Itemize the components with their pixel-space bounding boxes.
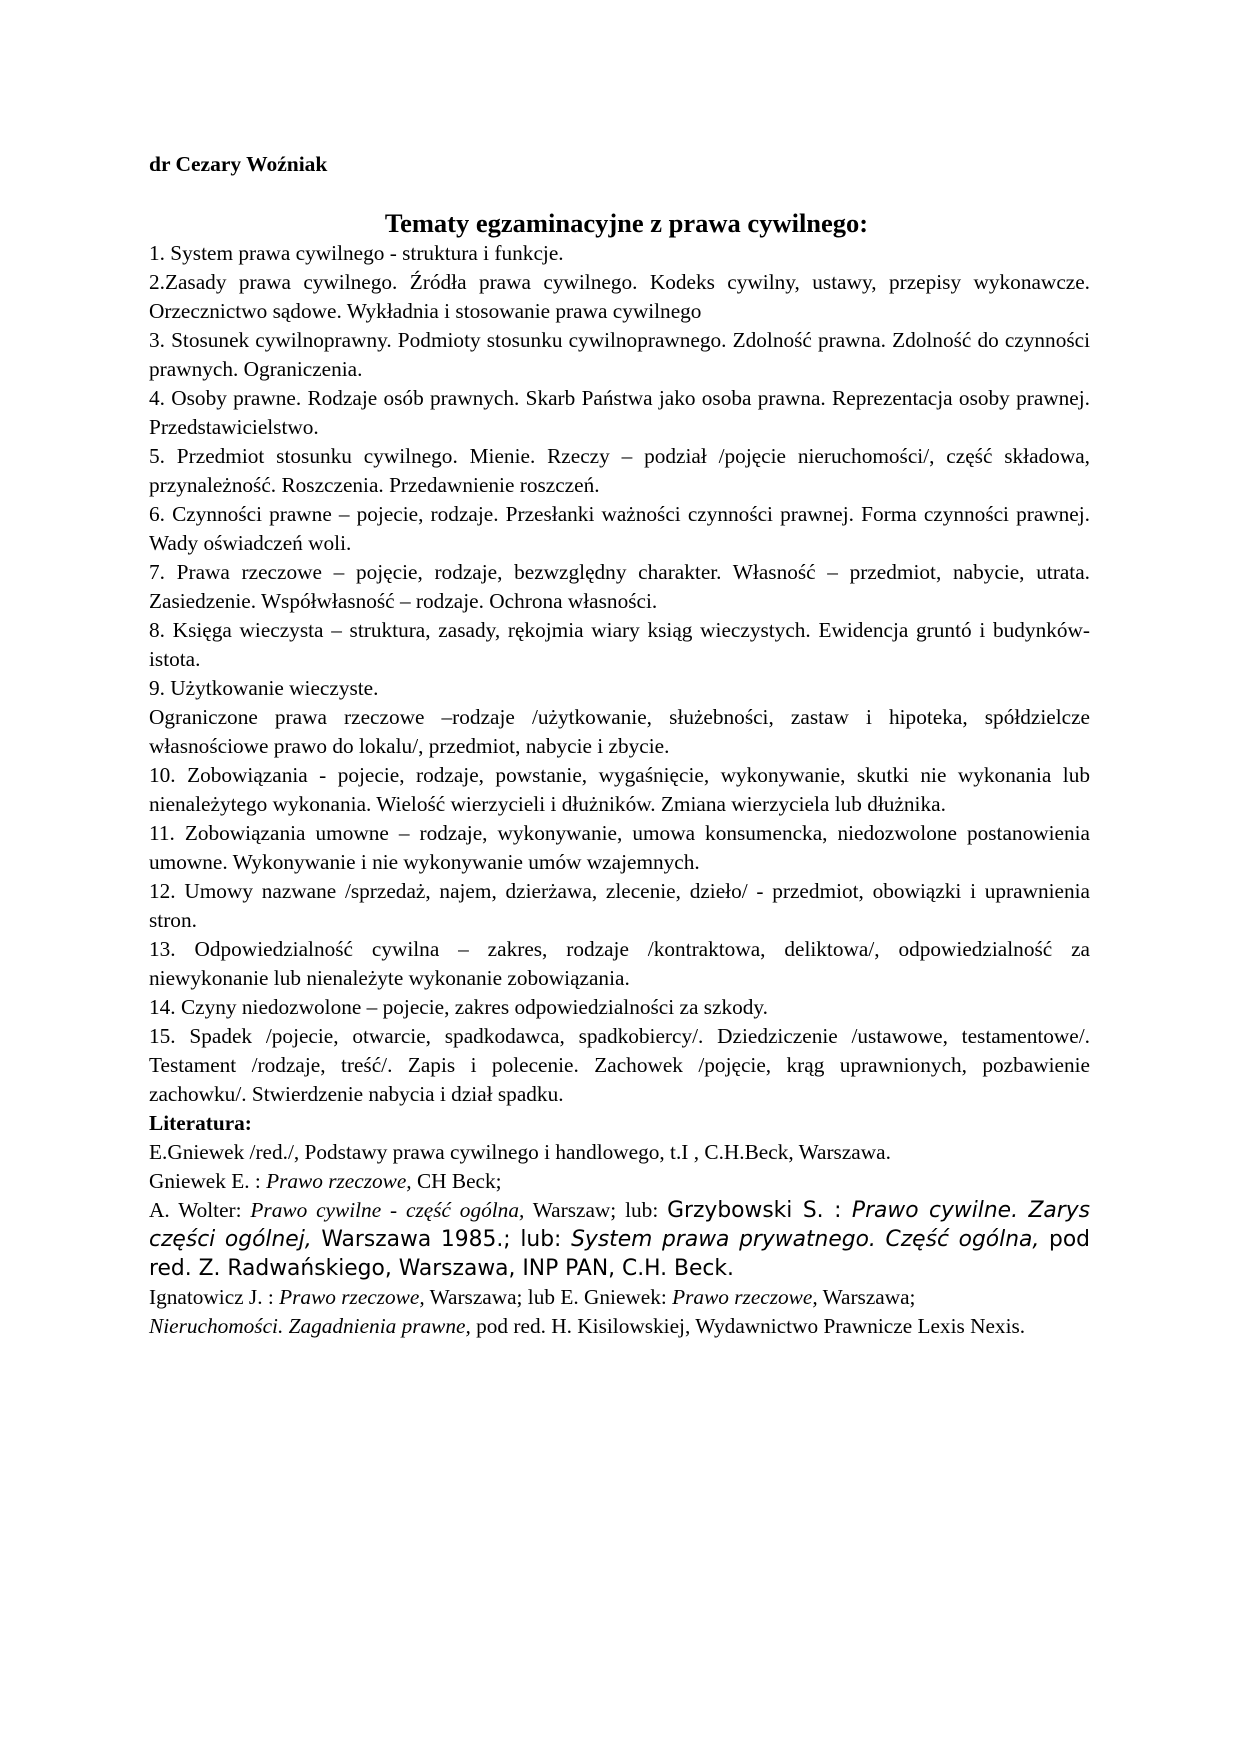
topic-item: 6. Czynności prawne – pojecie, rodzaje. Przesłanki ważności czynności prawnej. Forma czynności prawnej. Wady oświadczeń woli. <box>149 502 1090 555</box>
literature-heading: Literatura: <box>149 1111 252 1135</box>
literature-title: Prawo rzeczowe, <box>266 1169 412 1193</box>
topic-item: 7. Prawa rzeczowe – pojęcie, rodzaje, bezwzględny charakter. Własność – przedmiot, nabycie, utrata. Zasiedzenie. Współwłasność – rodzaje. Ochrona własności. <box>149 560 1090 613</box>
literature-title: System prawa prywatnego. Część ogólna, <box>571 1227 1040 1252</box>
literature-text: Warszawa 1985.; lub: <box>311 1227 572 1252</box>
literature-title: Prawo rzeczowe, <box>279 1285 425 1309</box>
literature-title: Prawo rzeczowe, <box>672 1285 818 1309</box>
topics-list <box>149 239 1090 1109</box>
literature-text: Warszawa; lub E. Gniewek: <box>424 1285 673 1309</box>
topic-item: 2.Zasady prawa cywilnego. Źródła prawa cywilnego. Kodeks cywilny, ustawy, przepisy wykonawcze. Orzecznictwo sądowe. Wykładnia i stosowanie prawa cywilnego <box>149 270 1090 323</box>
topic-item: 4. Osoby prawne. Rodzaje osób prawnych. Skarb Państwa jako osoba prawna. Reprezentacja osoby prawnej. Przedstawicielstwo. <box>149 386 1090 439</box>
topic-item: 13. Odpowiedzialność cywilna – zakres, rodzaje /kontraktowa, deliktowa/, odpowiedzialność za niewykonanie lub nienależyte wykonanie zobowiązania. <box>149 937 1090 990</box>
topic-item: 12. Umowy nazwane /sprzedaż, najem, dzierżawa, zlecenie, dzieło/ - przedmiot, obowiązki i uprawnienia stron. <box>149 879 1090 932</box>
literature-entry: E.Gniewek /red./, Podstawy prawa cywilnego i handlowego, t.I , C.H.Beck, Warszawa. <box>149 1140 891 1164</box>
literature-text: Warszaw; lub: <box>524 1198 668 1222</box>
literature-title: Prawo cywilne - część ogólna, <box>250 1198 525 1222</box>
literature-title: Nieruchomości. Zagadnienia prawne, <box>149 1314 471 1338</box>
topic-item: 9. Użytkowanie wieczyste. <box>149 676 379 700</box>
topic-item: 11. Zobowiązania umowne – rodzaje, wykonywanie, umowa konsumencka, niedozwolone postanowienia umowne. Wykonywanie i nie wykonywanie umów wzajemnych. <box>149 821 1090 874</box>
literature-entry <box>149 1312 1090 1341</box>
topic-item: 5. Przedmiot stosunku cywilnego. Mienie. Rzeczy – podział /pojęcie nieruchomości/, część składowa, przynależność. Roszczenia. Przedawnienie roszczeń. <box>149 444 1090 497</box>
topic-item: 14. Czyny niedozwolone – pojecie, zakres odpowiedzialności za szkody. <box>149 995 768 1019</box>
document-title: Tematy egzaminacyjne z prawa cywilnego: <box>384 208 869 238</box>
literature-author: Grzybowski S. : <box>667 1198 852 1223</box>
literature-text: CH Beck; <box>411 1169 502 1193</box>
topic-item: 10. Zobowiązania - pojecie, rodzaje, powstanie, wygaśnięcie, wykonywanie, skutki nie wykonania lub nienależytego wykonania. Wielość wierzycieli i dłużników. Zmiana wierzyciela lub dłużnika. <box>149 763 1090 816</box>
literature-entry <box>149 1196 1090 1283</box>
literature-section <box>149 1109 1090 1341</box>
topic-item: Ograniczone prawa rzeczowe –rodzaje /użytkowanie, służebności, zastaw i hipoteka, spółdzielcze własnościowe prawo do lokalu/, przedmiot, nabycie i zbycie. <box>149 705 1090 758</box>
literature-author: A. Wolter: <box>149 1198 251 1222</box>
literature-author: Gniewek E. : <box>149 1169 267 1193</box>
topic-item: 3. Stosunek cywilnoprawny. Podmioty stosunku cywilnoprawnego. Zdolność prawna. Zdolność do czynności prawnych. Ograniczenia. <box>149 328 1090 381</box>
literature-entry <box>149 1283 1090 1312</box>
literature-author: Ignatowicz J. : <box>149 1285 280 1309</box>
document-content <box>149 150 1090 1341</box>
literature-text: Warszawa; <box>817 1285 916 1309</box>
topic-item: 8. Księga wieczysta – struktura, zasady, rękojmia wiary ksiąg wieczystych. Ewidencja gruntó i budynków-istota. <box>149 618 1090 671</box>
topic-item: 15. Spadek /pojecie, otwarcie, spadkodawca, spadkobiercy/. Dziedziczenie /ustawowe, testamentowe/. Testament /rodzaje, treść/. Zapis i polecenie. Zachowek /pojęcie, krąg uprawnionych, pozbawienie zachowku/. Stwierdzenie nabycia i dział spadku. <box>149 1024 1090 1106</box>
literature-entry <box>149 1167 1090 1196</box>
literature-text: pod red. Z. Radwańskiego, Warszawa, INP PAN, C.H. Beck. <box>149 1227 1090 1281</box>
topic-item: 1. System prawa cywilnego - struktura i funkcje. <box>149 241 564 265</box>
literature-title: Prawo cywilne. Zarys części ogólnej, <box>149 1198 1090 1252</box>
literature-text: pod red. H. Kisilowskiej, Wydawnictwo Prawnicze Lexis Nexis. <box>470 1314 1026 1338</box>
author-name: dr Cezary Woźniak <box>149 152 328 176</box>
